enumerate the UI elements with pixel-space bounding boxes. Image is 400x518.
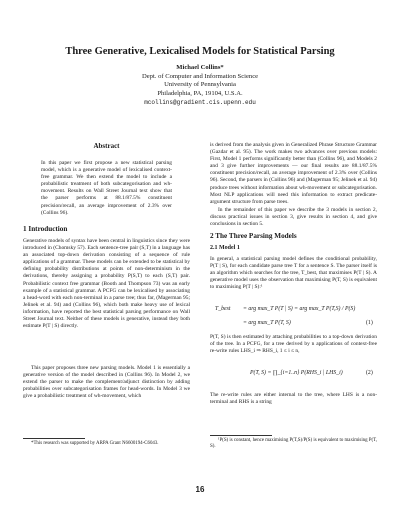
model1-paragraph-2: P(T, S) is then estimated by attaching probabilities to a top-down derivation of the tree. In a PCFG, for a tree derived by n applications of context-free re-write rules LHS_i ⇒ RHS_i, 1 ≤ i ≤ n, <box>210 334 377 355</box>
author-city: Philadelphia, PA, 19104, U.S.A. <box>157 89 243 97</box>
section-2-1-heading: 2.1 Model 1 <box>210 245 240 251</box>
abstract-text: In this paper we first propose a new statistical parsing model, which is a generative model of lexicalised context-free grammar. We then extend the model to include a probabilistic treatment of both subcategorisation and wh-movement. Results on Wall Street Journal text show that the parser performs at 88.1/87.5% constituent precision/recall, an average improvement of 2.3% over (Collins 96). <box>41 160 172 216</box>
author-name: Michael Collins* <box>176 64 224 71</box>
equation-1-line-1: = arg max_T P(T | S) = arg max_T P(T,S) / P(S) <box>243 306 356 312</box>
model1-paragraph-1: In general, a statistical parsing model defines the conditional probability, P(T | S), for each candidate parse tree T for a sentence S. The parser itself is an algorithm which searches for the tree, T_best, that maximises P(T | S). A generative model uses the observation that maximising P(T, S) is equivalent to maximising P(T | S):¹ <box>210 256 377 291</box>
model1-paragraph-3: The re-write rules are either internal to the tree, where LHS is a non-terminal and RHS is a string <box>210 392 377 406</box>
right-paragraph-2: In the remainder of this paper we describe the 3 models in section 2, discuss practical issues in section 3, give results in section 4, and give conclusions in section 5. <box>210 207 377 228</box>
equation-2: P(T, S) = ∏_{i=1..n} P(RHS_i | LHS_i) <box>250 370 343 376</box>
equation-2-number: (2) <box>366 370 373 376</box>
author-university: University of Pennsylvania <box>164 81 236 88</box>
intro-heading: 1 Introduction <box>23 225 68 233</box>
author-email: mcollins@gradient.cis.upenn.edu <box>144 98 256 106</box>
equation-1-lhs: T_best <box>215 306 231 312</box>
page-number: 16 <box>195 485 205 494</box>
author-department: Dept. of Computer and Information Science <box>141 72 259 80</box>
intro-paragraph-1: Generative models of syntax have been central in linguistics since they were introduced in (Chomsky 57). Each sentence-tree pair (S,T) in a language has an associated top-down derivation consisting of a sequence of rule applications of a grammar. These models can be extended to be statistical by defining probability distributions at points of non-determinism in the derivations, thereby assigning a probability P(S,T) to each (S,T) pair. Probabilistic context free grammar (Booth and Thompson 73) was an early example of a statistical grammar. A PCFG can be lexicalised by associating a head-word with each non-terminal in a parse tree; thus far, (Magerman 95; Jelinek et al. 94) and (Collins 96), which both make heavy use of lexical information, have reported the best statistical parsing performance on Wall Street Journal text. Neither of these models is generative, instead they both estimate P(T | S) directly. <box>23 238 190 330</box>
footnote-rule-right <box>210 435 272 436</box>
paper-title: Three Generative, Lexicalised Models for Statistical Parsing <box>65 46 335 57</box>
right-paragraph-1: is derived from the analysis given in Generalized Phrase Structure Grammar (Gazdar et al. 95). The work makes two advances over previous models: First, Model 1 performs significantly better than (Collins 96), and Models 2 and 3 give further improvements — our final results are 88.1/87.5% constituent precision/recall, an average improvement of 2.3% over (Collins 96). Second, the parsers in (Collins 96) and (Magerman 95; Jelinek et al. 94) produce trees without information about wh-movement or subcategorisation. Most NLP applications will need this information to extract predicate-argument structure from parse trees. <box>210 142 378 205</box>
equation-1-line-2: = arg max_T P(T, S) <box>243 320 291 326</box>
equation-1-number: (1) <box>366 320 373 326</box>
footnote-right: ¹P(S) is constant, hence maximising P(T,S)/P(S) is equivalent to maximising P(T, S). <box>210 438 377 450</box>
footnote-rule-left <box>23 438 85 439</box>
section-2-heading: 2 The Three Parsing Models <box>210 232 297 240</box>
abstract-heading: Abstract <box>93 142 120 150</box>
footnote-left: *This research was supported by ARPA Grant N6600194-C6043. <box>31 441 159 446</box>
intro-paragraph-2: This paper proposes three new parsing models. Model 1 is essentially a generative version of the model described in (Collins 96). In Model 2, we extend the parser to make the complement/adjunct distinction by adding probabilities over subcategorisation frames for head-words. In Model 3 we give a probabilistic treatment of wh-movement, which <box>23 365 190 400</box>
